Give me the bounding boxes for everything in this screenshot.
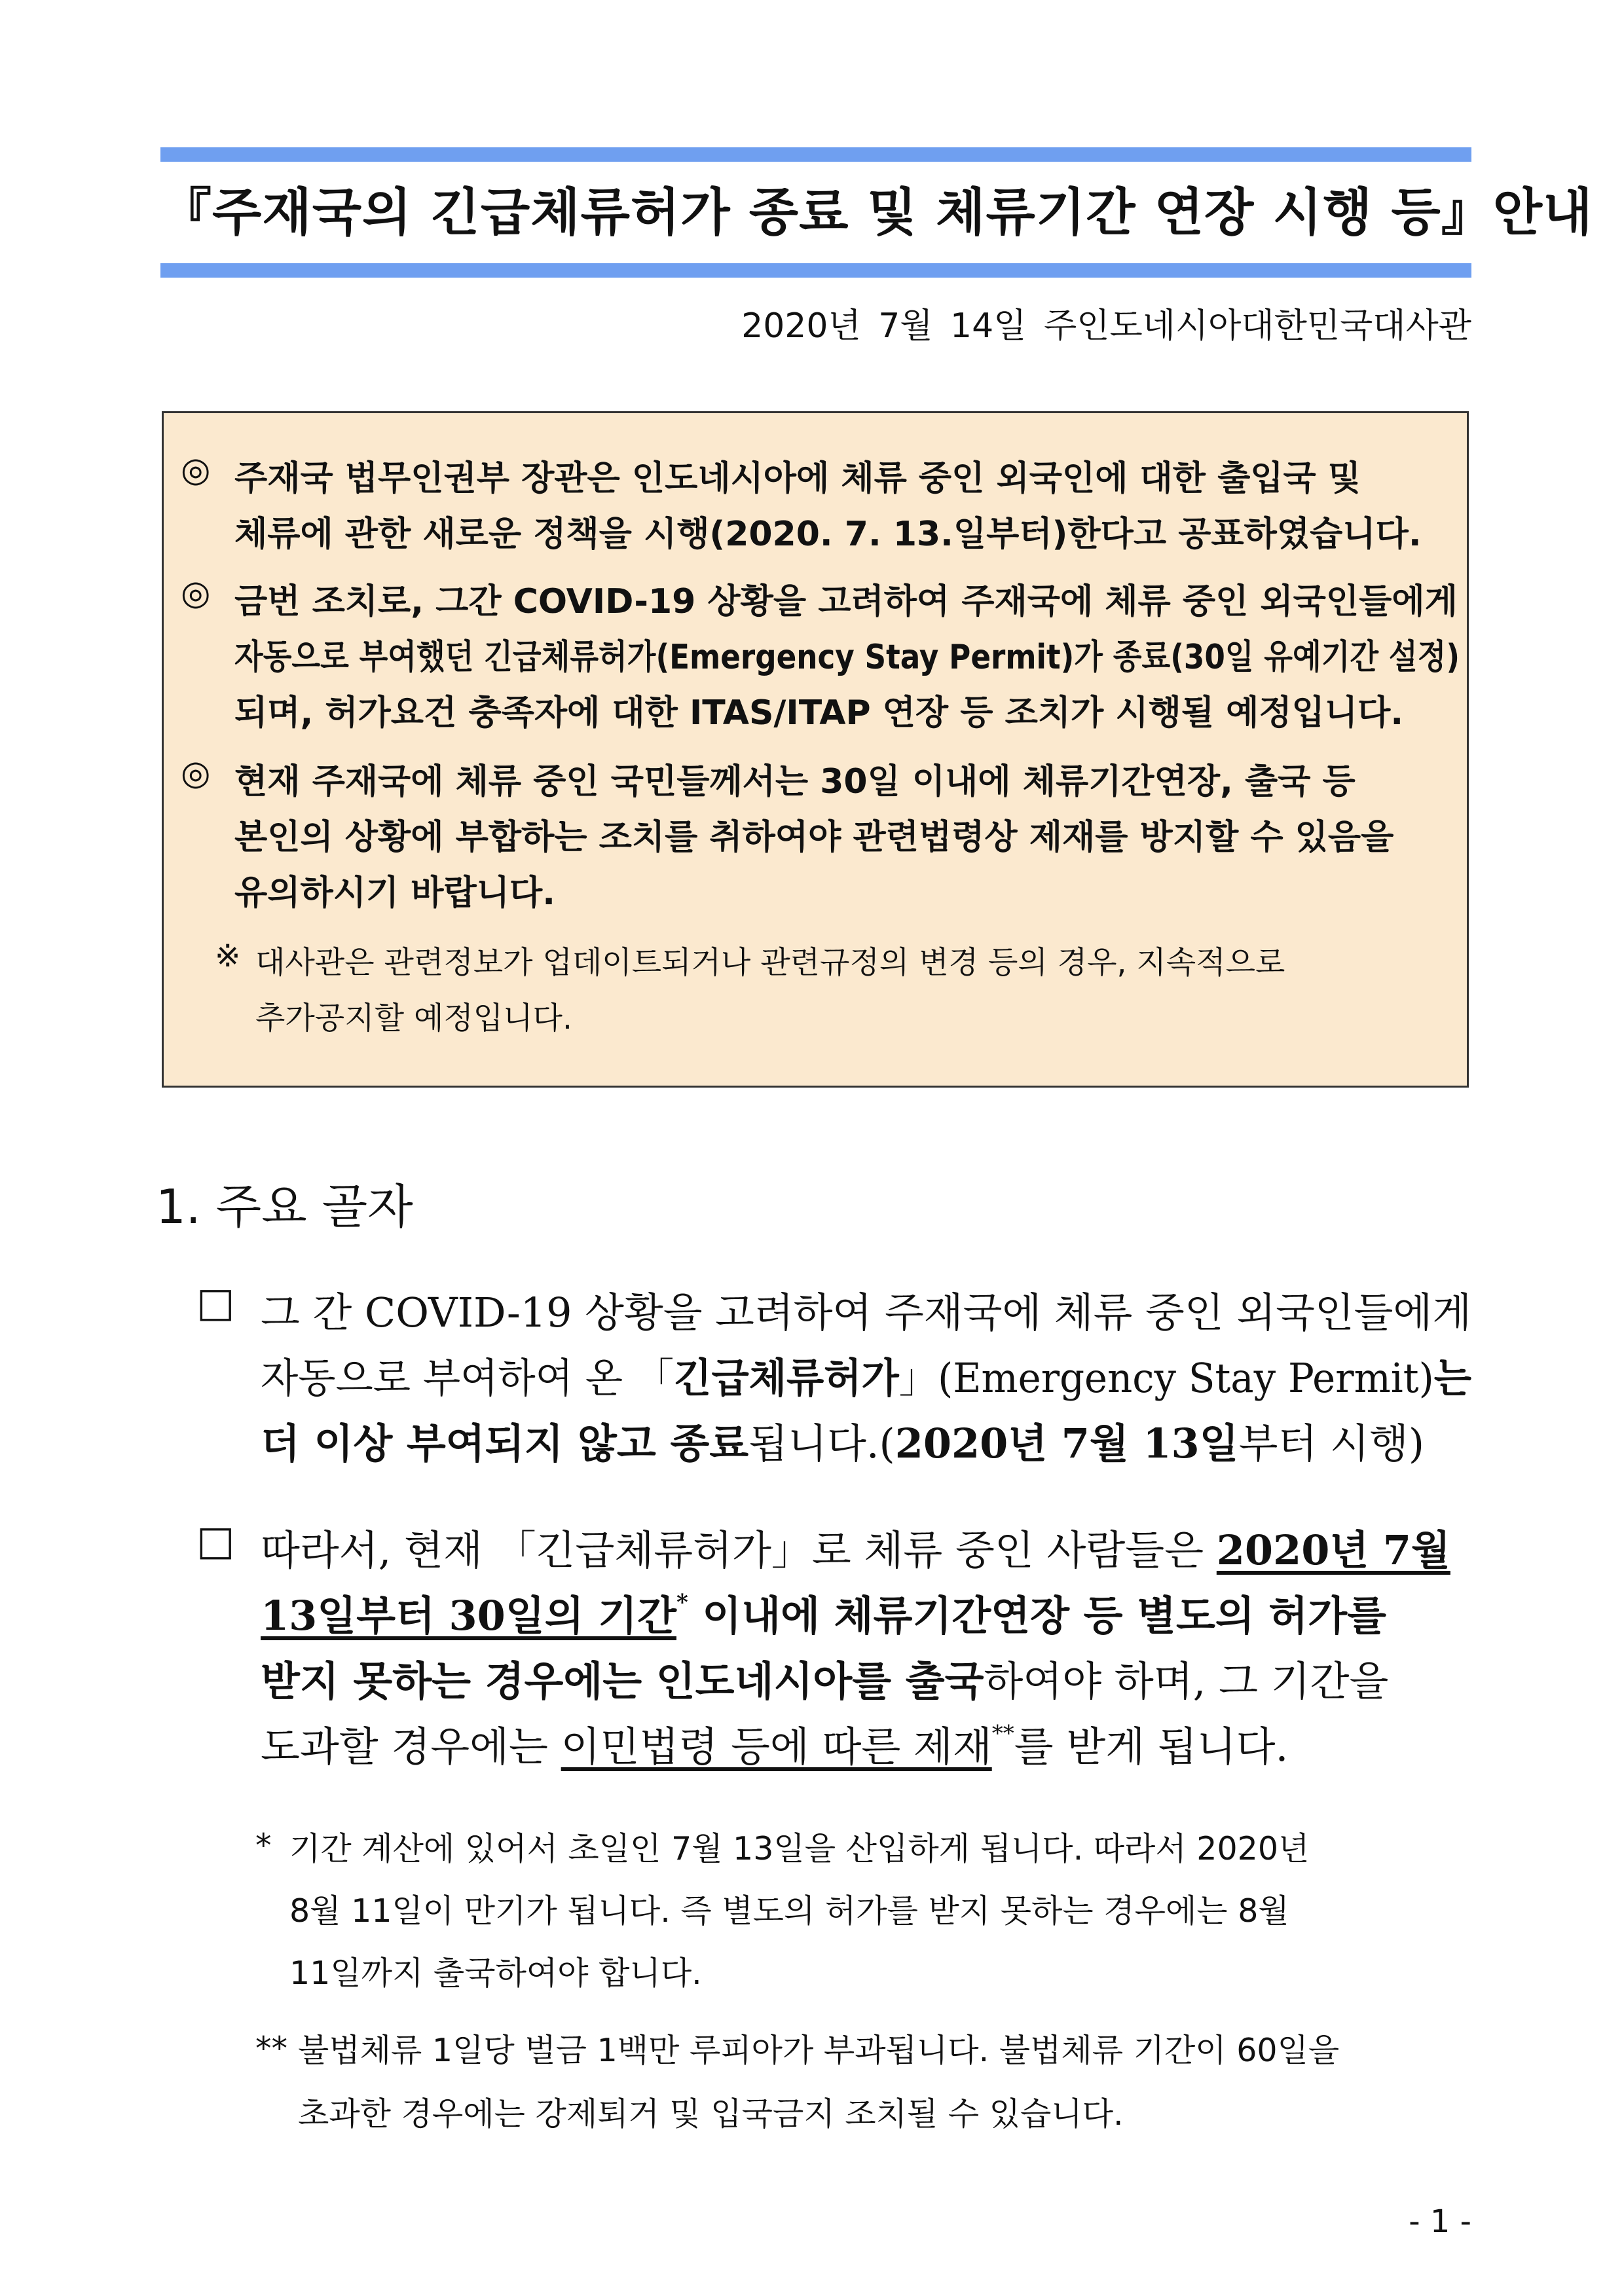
notice-item-3-line-2: 본인의 상황에 부합하는 조치를 취하여야 관련법령상 제재를 방지할 수 있음을 <box>234 818 1394 857</box>
p2-line-3: 받지 못하는 경우에는 인도네시아를 출국하여야 하며, 그 기간을 <box>261 1657 1389 1705</box>
notice-item-2-line-1: 금번 조치로, 그간 COVID-19 상황을 고려하여 주재국에 체류 중인 외국인들에게 <box>234 582 1458 621</box>
p2-line-4: 도과할 경우에는 이민법령 등에 따른 제재**를 받게 됩니다. <box>261 1720 1289 1771</box>
note-icon: ※ <box>215 938 241 974</box>
checkbox-square-icon: □ <box>196 1516 235 1564</box>
p2-line-1: 따라서, 현재 「긴급체류허가」로 체류 중인 사람들은 2020년 7월 <box>261 1526 1450 1574</box>
bullet-icon: ◎ <box>181 574 211 613</box>
notice-item-3-line-3: 유의하시기 바랍니다. <box>234 873 555 913</box>
footnote-2-line-2: 초과한 경우에는 강제퇴거 및 입국금지 조치될 수 있습니다. <box>298 2095 1124 2133</box>
p1-line-3: 더 이상 부여되지 않고 종료됩니다.(2020년 7월 13일부터 시행) <box>261 1420 1425 1467</box>
bullet-icon: ◎ <box>181 450 211 490</box>
notice-item-3-line-1: 현재 주재국에 체류 중인 국민들께서는 30일 이내에 체류기간연장, 출국 등 <box>234 762 1356 801</box>
title-rule-top <box>160 147 1471 162</box>
p1-line-1: 그 간 COVID-19 상황을 고려하여 주재국에 체류 중인 외국인들에게 <box>261 1289 1471 1336</box>
footnote-2-line-1: 불법체류 1일당 벌금 1백만 루피아가 부과됩니다. 불법체류 기간이 60일을 <box>298 2032 1340 2069</box>
notice-item-1-line-1: 주재국 법무인권부 장관은 인도네시아에 체류 중인 외국인에 대한 출입국 및 <box>234 459 1361 498</box>
footnote-1-line-3: 11일까지 출국하여야 합니다. <box>289 1955 702 1992</box>
p1-line-2: 자동으로 부여하여 온 「긴급체류허가」(Emergency Stay Permit)는 <box>261 1354 1471 1402</box>
footnote-mark: ** <box>255 2030 287 2067</box>
notice-note-line-1: 대사관은 관련정보가 업데이트되거나 관련규정의 변경 등의 경우, 지속적으로 <box>255 945 1285 981</box>
footnote-mark: * <box>255 1827 272 1864</box>
dateline: 2020년 7월 14일 주인도네시아대한민국대사관 <box>741 306 1471 346</box>
page-title: 『주재국의 긴급체류허가 종료 및 체류기간 연장 시행 등』안내 <box>160 183 1593 242</box>
footnote-1-line-2: 8월 11일이 만기가 됩니다. 즉 별도의 허가를 받지 못하는 경우에는 8월 <box>289 1892 1289 1930</box>
notice-box <box>162 411 1469 1088</box>
notice-item-1-line-2: 체류에 관한 새로운 정책을 시행(2020. 7. 13.일부터)한다고 공표하였습니다. <box>234 515 1422 554</box>
title-rule-bottom <box>160 263 1471 278</box>
notice-item-2-line-2: 자동으로 부여했던 긴급체류허가(Emergency Stay Permit)가 종료(30일 유예기간 설정) <box>234 638 1460 677</box>
footnote-1-line-1: 기간 계산에 있어서 초일인 7월 13일을 산입하게 됩니다. 따라서 2020년 <box>289 1830 1310 1867</box>
notice-item-2-line-3: 되며, 허가요건 충족자에 대한 ITAS/ITAP 연장 등 조치가 시행될 예정입니다. <box>234 693 1404 733</box>
page-number: - 1 - <box>1409 2203 1471 2240</box>
p2-line-2: 13일부터 30일의 기간* 이내에 체류기간연장 등 별도의 허가를 <box>261 1589 1387 1640</box>
checkbox-square-icon: □ <box>196 1278 235 1326</box>
bullet-icon: ◎ <box>181 754 211 793</box>
section-heading: 1. 주요 골자 <box>156 1179 413 1234</box>
notice-note-line-2: 추가공지할 예정입니다. <box>255 1001 572 1037</box>
